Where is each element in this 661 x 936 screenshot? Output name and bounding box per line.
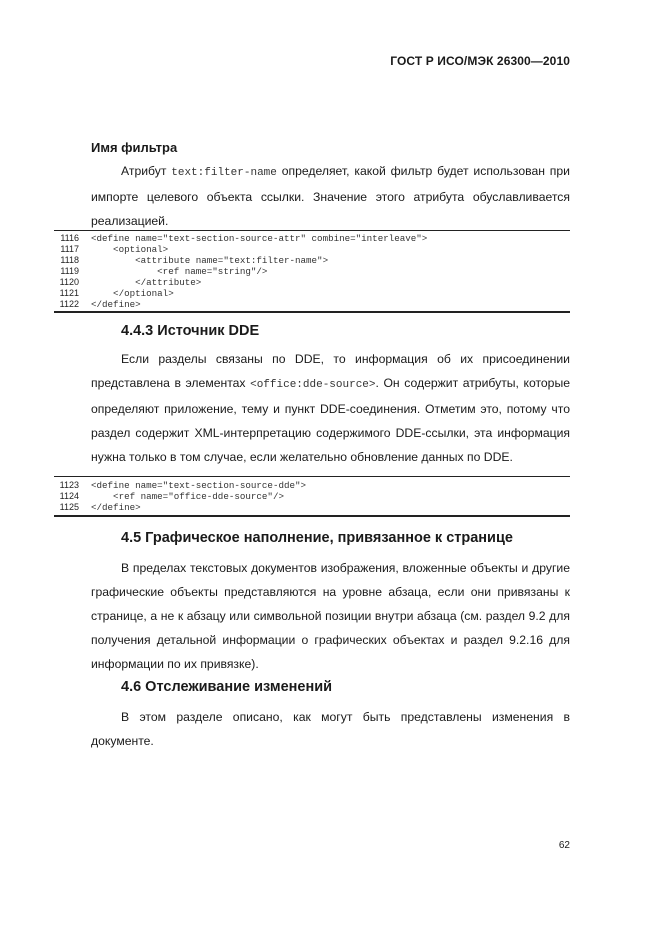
filter-name-paragraph: Атрибут text:filter-name определяет, какой фильтр будет использован при импорте целевого объекта ссылки. Значение этого атрибута обуславливается реализацией. [91, 164, 570, 228]
code-line [54, 233, 570, 244]
line-number: 1116 [60, 233, 79, 243]
section-heading-4-5: 4.5 Графическое наполнение, привязанное к странице [121, 530, 513, 546]
code-text: </attribute> [91, 277, 202, 288]
line-number: 1117 [60, 244, 79, 254]
page-header: ГОСТ Р ИСО/МЭК 26300—2010 [390, 54, 570, 68]
dde-source-paragraph: Если разделы связаны по DDE, то информация об их присоединении представлена в элементах <office:dde-source>. Он содержит атрибуты, которые определяют приложение, тему и пункт DDE-соединения. Отметим это, потому что раздел содержит XML-интерпретацию содержимого DDE-ссылки, эта информация нужна только в том случае, если желательно обновление данных по DDE. [91, 352, 570, 464]
page-number: 62 [558, 840, 570, 851]
section-heading-4-4-3: 4.4.3 Источник DDE [121, 323, 260, 339]
code-text: <ref name="office-dde-source"/> [91, 491, 284, 502]
graphic-content-paragraph: В пределах текстовых документов изображения, вложенные объекты и другие графические объекты представляются на уровне абзаца, если они привязаны к странице, а не к абзацу или символьной позиции внутри абзаца (см. раздел 9.2 для получения детальной информации о графических объектах и раздел 9.2.16 для информации по их привязке). [91, 561, 570, 671]
code-line [54, 480, 570, 491]
inline-code: text:filter-name [171, 167, 277, 179]
line-number: 1118 [60, 255, 79, 265]
section-heading-4-6: 4.6 Отслеживание изменений [121, 679, 333, 695]
code-line [54, 288, 570, 299]
line-number: 1124 [59, 491, 79, 501]
code-line [54, 277, 570, 288]
filter-name-heading: Имя фильтра [91, 140, 178, 155]
code-line [54, 266, 570, 277]
code-block-1 [54, 230, 570, 313]
code-line [54, 491, 570, 502]
code-text: </define> [91, 502, 141, 513]
code-line [54, 502, 570, 513]
code-text: <ref name="string"/> [91, 266, 268, 277]
line-number: 1119 [60, 266, 79, 276]
code-text: <optional> [91, 244, 169, 255]
line-number: 1125 [59, 502, 79, 512]
code-block-2 [54, 476, 570, 517]
code-line [54, 299, 570, 310]
code-text: <attribute name="text:filter-name"> [91, 255, 329, 266]
line-number: 1123 [59, 480, 79, 490]
code-text: <define name="text-section-source-dde"> [91, 480, 307, 491]
code-text: </optional> [91, 288, 174, 299]
code-text: </define> [91, 299, 141, 310]
code-line [54, 244, 570, 255]
line-number: 1121 [59, 288, 79, 298]
code-line [54, 255, 570, 266]
line-number: 1122 [59, 299, 79, 309]
line-number: 1120 [59, 277, 79, 287]
inline-code: <office:dde-source> [250, 379, 376, 391]
change-tracking-paragraph: В этом разделе описано, как могут быть представлены изменения в документе. [91, 710, 570, 748]
code-text: <define name="text-section-source-attr" combine="interleave"> [91, 233, 428, 244]
